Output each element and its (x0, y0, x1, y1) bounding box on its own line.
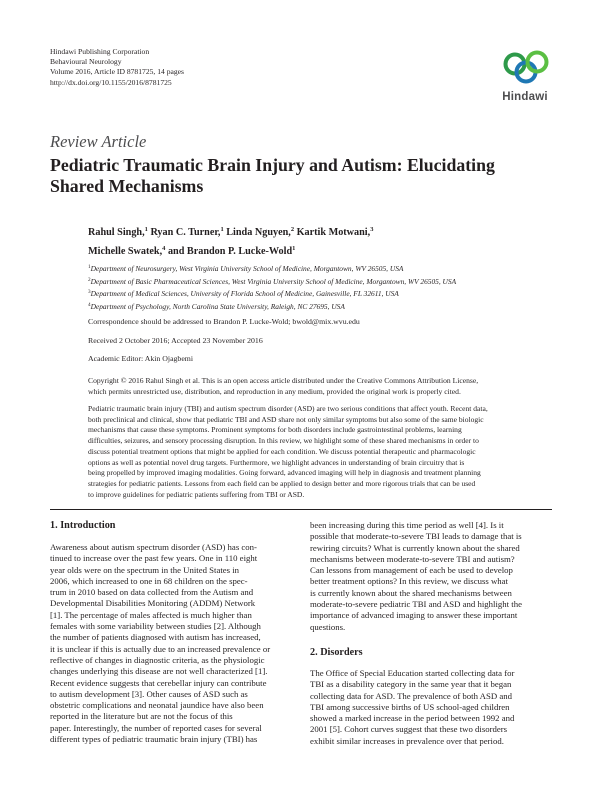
abstract-line: Pediatric traumatic brain injury (TBI) and autism spectrum disorder (ASD) are two serious conditions that affect youth. Recent data, (88, 404, 488, 413)
affiliation-sup: 1 (220, 226, 224, 233)
text-line: better treatment options? In this review, we discuss what (310, 576, 508, 587)
affiliation-number: 4 (88, 301, 91, 308)
affiliation-item (88, 300, 568, 313)
text-line: 2006, which increased to one in 68 children on the spec- (50, 575, 248, 586)
text-line: Developmental Disabilities Monitoring (ADDM) Network (50, 598, 256, 609)
text-line: year olds were on the spectrum in the United States in (50, 564, 240, 575)
received-accepted-dates: Received 2 October 2016; Accepted 23 November 2016 (88, 336, 263, 345)
disorders-body (310, 668, 553, 747)
article-type: Review Article (50, 132, 147, 151)
text-line: exhibit similar increases in prevalence over that period. (310, 735, 504, 746)
publisher-name: Hindawi Publishing Corporation (50, 47, 150, 56)
text-line: Recent evidence suggests that cerebellar injury can contribute (50, 677, 267, 688)
text-line: Can lessons from management of each be used to develop (310, 565, 513, 576)
copyright-notice (88, 376, 553, 397)
abstract-line: options as well as potential novel drug targets. Furthermore, we highlight advances in understanding of brain circuitry that is (88, 457, 465, 467)
section-divider (50, 509, 552, 510)
affiliation-item (88, 275, 568, 288)
academic-editor: Academic Editor: Akin Ojagbemi (88, 354, 194, 363)
abstract (88, 404, 553, 500)
text-line: The Office of Special Education started collecting data for (310, 667, 515, 678)
affiliation-number: 3 (88, 289, 91, 295)
text-line: is currently known about the shared mechanisms between (310, 587, 512, 598)
introduction-body (50, 542, 293, 745)
title-line: Pediatric Traumatic Brain Injury and Autism: Elucidating (50, 155, 495, 175)
text-line: mechanisms between moderate-to-severe TBI and autism? (310, 553, 515, 564)
text-line: females with some variability between studies [2]. Although (50, 621, 261, 632)
text-line: 2001 [5]. Cohort curves suggest that these two disorders (310, 724, 508, 735)
abstract-line: strategies for pediatric patients. Lessons from each field can be applied to design better and more rigorous trials that can be used (88, 478, 476, 488)
author-name[interactable]: Michelle Swatek, (88, 246, 163, 257)
text-line: trum in 2010 based on data collected from the Autism and (50, 587, 254, 598)
text-line: obstetric complications and neonatal jaundice have also been (50, 700, 264, 711)
section-heading-introduction: 1. Introduction (50, 520, 116, 531)
affiliation-sup: 2 (290, 226, 295, 233)
affiliation-number: 2 (88, 276, 91, 283)
text-line: showed a marked increase in the period between 1992 and (310, 713, 515, 724)
text-line: rewiring circuits? What is currently known about the shared (310, 542, 520, 553)
abstract-line: discuss potential treatment options that might be applied for each condition. We discuss potential therapeutic and pharmacologic (88, 446, 476, 456)
abstract-line: to improve guidelines for pediatric patients suffering from TBI or ASD. (88, 489, 305, 499)
hindawi-logo (499, 47, 551, 103)
paper-title (50, 155, 560, 197)
text-line: tinued to increase over the past few years. One in 110 eight (50, 553, 258, 564)
text-line: TBI as a disability category in the same year that it began (310, 679, 512, 690)
copyright-line: Copyright © 2016 Rahul Singh et al. This is an open access article distributed under the Creative Commons Attribution License, (88, 376, 479, 385)
title-line: Shared Mechanisms (50, 176, 204, 196)
text-line: changes underlying this disease are not well characterized [1]. (50, 666, 268, 677)
text-line: Awareness about autism spectrum disorder (ASD) has con- (50, 542, 257, 552)
text-line: questions. (310, 621, 346, 632)
text-line: reflective of changes in diagnostic criteria, as the physiologic (50, 654, 265, 665)
affiliation-sup: 1 (144, 226, 148, 233)
author-name[interactable]: Linda Nguyen, (223, 227, 291, 238)
volume-info: Volume 2016, Article ID 8781725, 14 pages (50, 67, 184, 77)
author-list (88, 222, 558, 260)
correspondence: Correspondence should be addressed to Brandon P. Lucke-Wold; bwold@mix.wvu.edu (88, 317, 360, 326)
affiliation-sup: 1 (292, 245, 296, 252)
affiliation-number: 1 (88, 264, 91, 270)
text-line: to autism development [3]. Other causes of ASD such as (50, 688, 248, 699)
text-line: the number of patients diagnosed with autism has increased, (50, 632, 261, 643)
abstract-line: mechanisms that cause these symptoms. Prominent symptoms for both disorders include gastrointestinal problems, learning (88, 425, 462, 435)
abstract-line: difficulties, seizures, and sensory processing disruption. In this review, we highlight some of these shared mechanisms in order to (88, 436, 479, 446)
text-line: paper. Interestingly, the number of reported cases for several (50, 722, 262, 733)
journal-name: Behavioural Neurology (50, 57, 122, 67)
affiliation-text: Department of Medical Sciences, University of Florida School of Medicine, Gainesville, FL 32611, USA (90, 289, 399, 298)
copyright-line: which permits unrestricted use, distribution, and reproduction in any medium, provided the original work is properly cited. (88, 386, 461, 396)
author-name[interactable]: Rahul Singh, (88, 227, 145, 238)
affiliation-text: Department of Psychology, North Carolina State University, Raleigh, NC 27695, USA (90, 301, 345, 311)
text-line: collecting data for ASD. The prevalence of both ASD and (310, 690, 513, 701)
author-name[interactable]: and Brandon P. Lucke-Wold (165, 246, 293, 257)
text-line: possible that moderate-to-severe TBI leads to damage that is (310, 531, 522, 542)
affiliations (88, 262, 568, 312)
text-line: moderate-to-severe pediatric TBI and ASD and highlight the (310, 599, 522, 610)
affiliation-item (88, 287, 568, 300)
author-name[interactable]: Kartik Motwani, (294, 227, 371, 238)
affiliation-text: Department of Basic Pharmaceutical Sciences, West Virginia University School of Medicine, Morgantown, WV 26505, USA (90, 276, 457, 286)
text-line: TBI among successive births of US school-aged children (310, 701, 510, 712)
text-line: importance of advanced imaging to answer these important (310, 610, 518, 621)
affiliation-sup: 3 (370, 226, 374, 233)
text-line: reported in the literature but are not the focus of this (50, 711, 233, 722)
introduction-continued (310, 520, 553, 633)
doi-link[interactable]: http://dx.doi.org/10.1155/2016/8781725 (50, 77, 172, 87)
right-column (310, 520, 553, 747)
text-line: different types of pediatric traumatic brain injury (TBI) has (50, 734, 258, 745)
affiliation-text: Department of Neurosurgery, West Virginia University School of Medicine, Morgantown, WV 26505, USA (90, 264, 404, 273)
section-heading-disorders: 2. Disorders (310, 646, 363, 658)
journal-header (50, 47, 184, 88)
abstract-line: being propelled by improved imaging modalities. Going forward, advanced imaging will help in diagnosis and treatment planning (88, 468, 481, 478)
hindawi-logo-text: Hindawi (502, 91, 548, 103)
text-line: it is unclear if this is actually due to an increased prevalence or (50, 643, 271, 654)
affiliation-item (88, 262, 568, 275)
left-column (50, 520, 293, 745)
affiliation-sup: 4 (162, 245, 166, 252)
hindawi-logo-icon (499, 47, 551, 87)
author-name[interactable]: Ryan C. Turner, (147, 227, 221, 238)
text-line: been increasing during this time period as well [4]. Is it (310, 520, 504, 530)
text-line: [1]. The percentage of males affected is much higher than (50, 609, 252, 620)
abstract-line: both preclinical and clinical, show that pediatric TBI and ASD share not only similar symptoms but also some of the same biologic (88, 414, 484, 424)
